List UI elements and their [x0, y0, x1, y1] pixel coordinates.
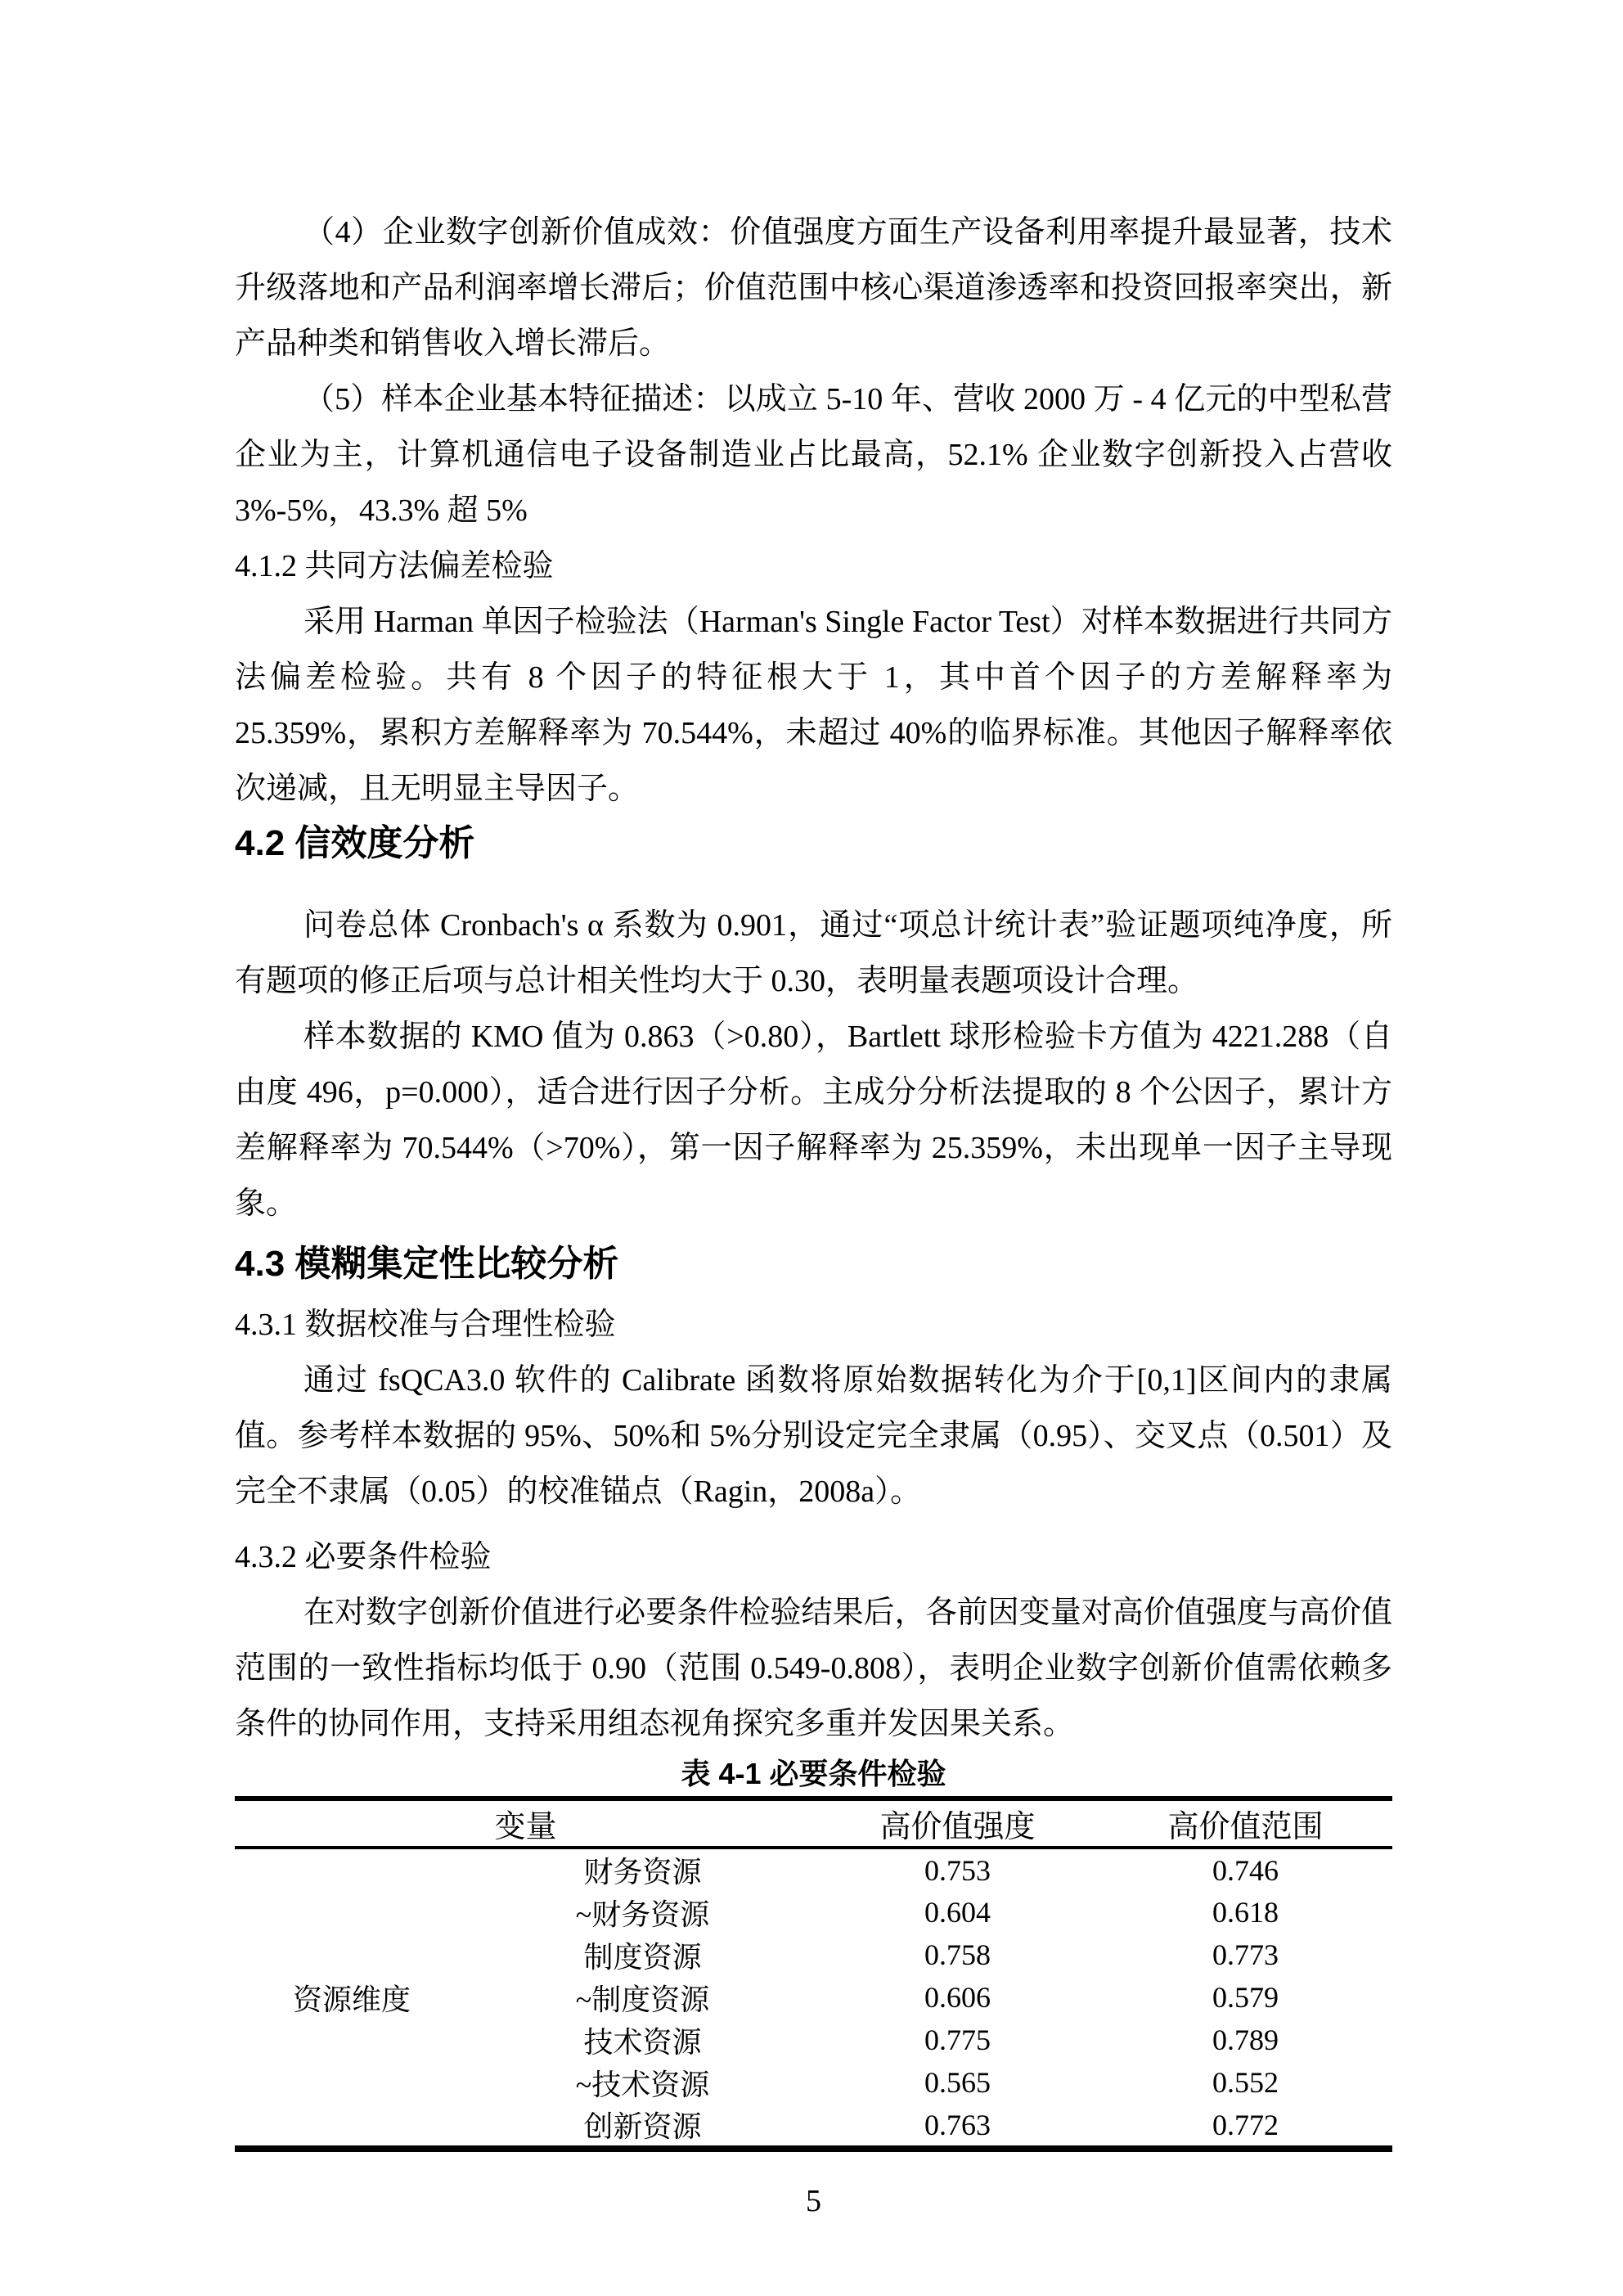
- cell-strength: 0.763: [924, 2108, 991, 2141]
- heading-4-3-1: 4.3.1 数据校准与合理性检验: [235, 1308, 616, 1342]
- cell-variable: ~财务资源: [575, 1898, 710, 1931]
- paragraph-value-effect: （4）企业数字创新价值成效：价值强度方面生产设备利用率提升最显著，技术升级落地和产品利润率增长滞后；价值范围中核心渠道渗透率和投资回报率突出，新产品种类和销售收入增长滞后。: [235, 215, 1392, 361]
- cell-range: 0.789: [1212, 2024, 1279, 2056]
- heading-4-2: 4.2 信效度分析: [235, 823, 475, 863]
- cell-strength: 0.565: [924, 2066, 991, 2099]
- cell-strength: 0.604: [924, 1896, 991, 1929]
- page-number: 5: [806, 2184, 821, 2218]
- table-title: 表 4-1 必要条件检验: [681, 1757, 946, 1790]
- table-header-variable: 变量: [235, 1799, 816, 1848]
- cell-range: 0.746: [1212, 1853, 1279, 1887]
- cell-strength: 0.775: [924, 2024, 991, 2056]
- dimension-label-cell: 资源维度: [292, 1983, 411, 2016]
- cell-variable: 财务资源: [583, 1856, 702, 1889]
- table-row: [235, 1848, 1392, 1891]
- paragraph-calibration: 通过 fsQCA3.0 软件的 Calibrate 函数将原始数据转化为介于[0,1]区间内的隶属值。参考样本数据的 95%、50%和 5%分别设定完全隶属（0.95）、交叉点（0.501）及完全不隶属（0.05）的校准锚点（Ragin，2008a）。: [235, 1363, 1392, 1509]
- heading-4-1-2: 4.1.2 共同方法偏差检验: [235, 549, 554, 583]
- paragraph-sample-profile: （5）样本企业基本特征描述：以成立 5-10 年、营收 2000 万 - 4 亿元的中型私营企业为主，计算机通信电子设备制造业占比最高，52.1% 企业数字创新投入占营收 3%-5%，43.3% 超 5%: [235, 382, 1392, 528]
- cell-variable: 制度资源: [583, 1940, 702, 1974]
- necessary-condition-table: [235, 1796, 1392, 2152]
- heading-4-3: 4.3 模糊集定性比较分析: [235, 1244, 619, 1284]
- table-header-strength: 高价值强度: [816, 1799, 1099, 1848]
- heading-4-3-2: 4.3.2 必要条件检验: [235, 1540, 492, 1574]
- cell-strength: 0.606: [924, 1981, 991, 2014]
- cell-variable: 创新资源: [583, 2110, 702, 2143]
- cell-range: 0.618: [1212, 1896, 1279, 1929]
- cell-variable: 技术资源: [583, 2025, 702, 2059]
- paragraph-necessary-condition: 在对数字创新价值进行必要条件检验结果后，各前因变量对高价值强度与高价值范围的一致性指标均低于 0.90（范围 0.549-0.808），表明企业数字创新价值需依赖多条件的协同作用，支持采用组态视角探究多重并发因果关系。: [235, 1596, 1392, 1741]
- cell-strength: 0.758: [924, 1938, 991, 1971]
- cell-range: 0.552: [1212, 2066, 1279, 2099]
- cell-range: 0.773: [1212, 1938, 1279, 1971]
- cell-variable: ~制度资源: [575, 1983, 710, 2016]
- paragraph-kmo-bartlett: 样本数据的 KMO 值为 0.863（>0.80），Bartlett 球形检验卡方值为 4221.288（自由度 496，p=0.000），适合进行因子分析。主成分分析法提取的 8 个公因子，累计方差解释率为 70.544%（>70%），第一因子解释率为 25.359%，未出现单一因子主导现象。: [235, 1020, 1392, 1221]
- paragraph-harman-test: 采用 Harman 单因子检验法（Harman's Single Factor Test）对样本数据进行共同方法偏差检验。共有 8 个因子的特征根大于 1，其中首个因子的方差解释率为 25.359%，累积方差解释率为 70.544%，未超过 40%的临界标准。其他因子解释率依次递减，且无明显主导因子。: [235, 605, 1392, 806]
- paragraph-cronbach: 问卷总体 Cronbach's α 系数为 0.901，通过“项总计统计表”验证题项纯净度，所有题项的修正后项与总计相关性均大于 0.30，表明量表题项设计合理。: [235, 908, 1392, 998]
- cell-range: 0.579: [1212, 1981, 1279, 2014]
- cell-range: 0.772: [1212, 2108, 1279, 2141]
- table-header-range: 高价值范围: [1099, 1799, 1392, 1848]
- cell-variable: ~技术资源: [575, 2068, 710, 2101]
- cell-strength: 0.753: [924, 1853, 991, 1887]
- table-header-row: [235, 1799, 1392, 1848]
